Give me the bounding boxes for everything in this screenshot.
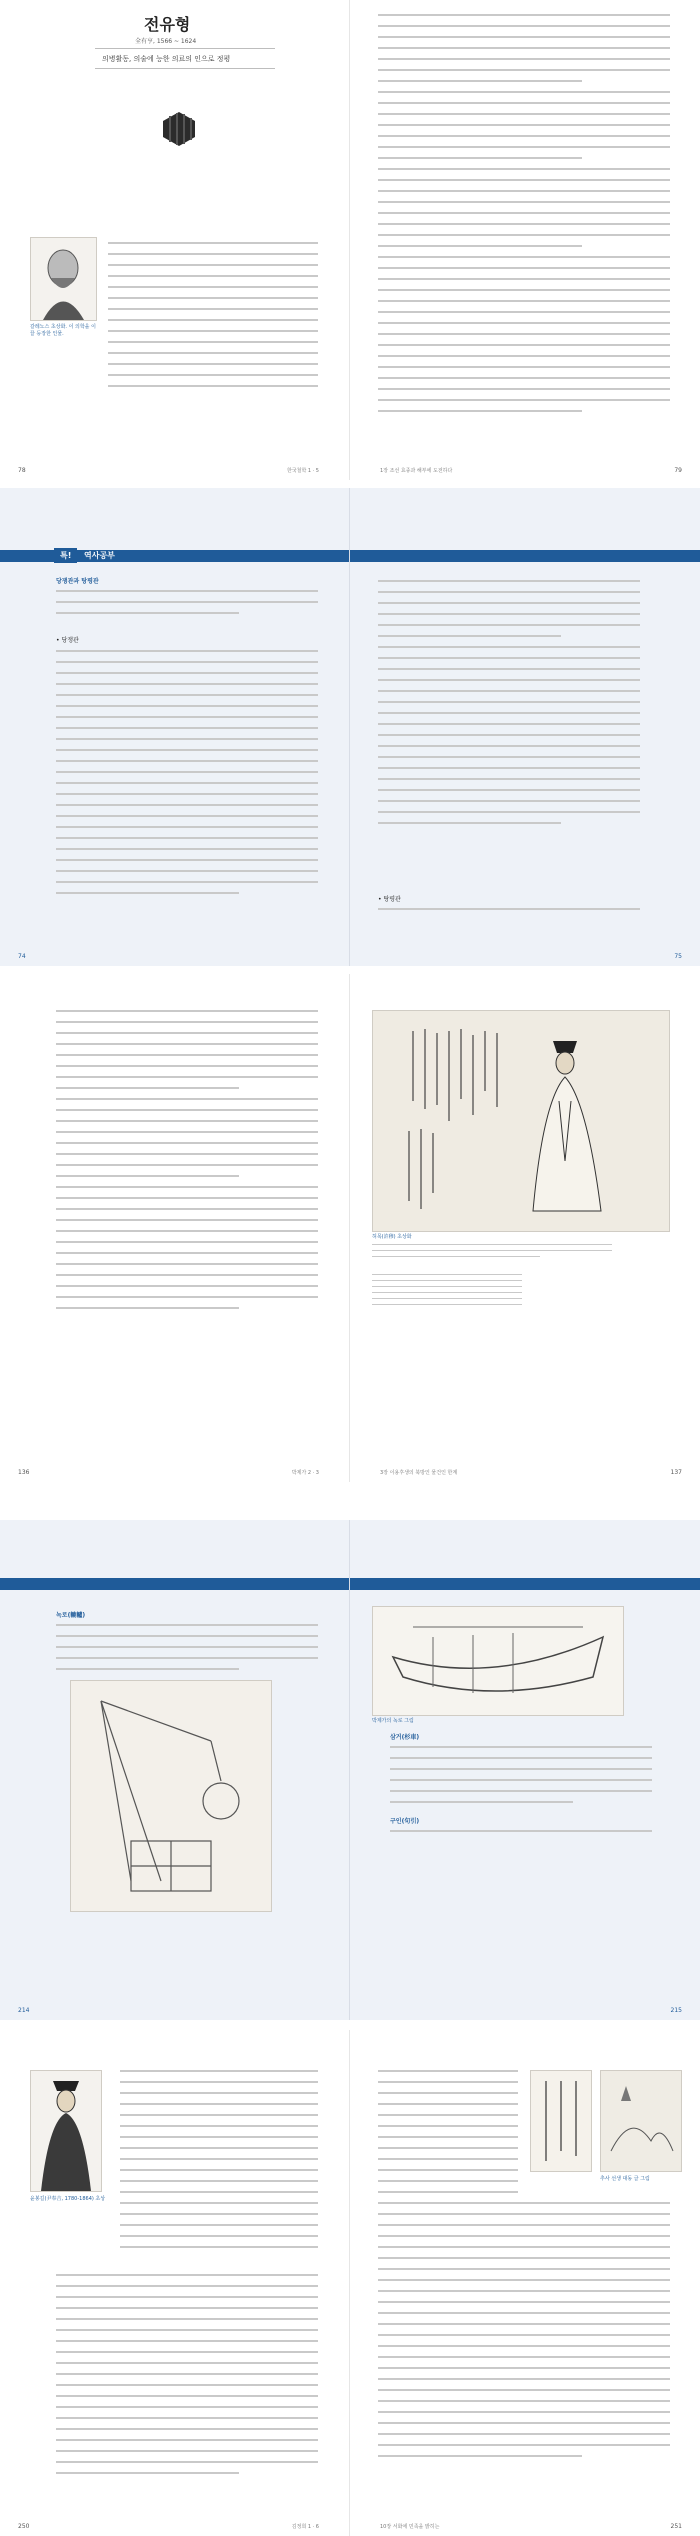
section-heading-1: 삼거(杉車)	[390, 1734, 420, 1741]
body-text-lower	[378, 2202, 670, 2466]
subtitle-divider	[95, 68, 275, 69]
page-number: 78	[18, 467, 26, 474]
running-header: 3장 이용후생의 북방인 물건인 한계	[380, 1470, 458, 1476]
person-years: 全有亨, 1566 ~ 1624	[135, 38, 197, 45]
page-number: 214	[18, 2007, 30, 2014]
intro-text	[56, 590, 318, 623]
hexagon-icon	[160, 110, 198, 148]
section-heading: 당쟁관과 탕평관	[56, 578, 99, 585]
portrait-caption: 윤봉길(尹奉吉, 1780-1864) 초상	[30, 2196, 106, 2202]
page-214	[0, 1520, 350, 2020]
boat-caption: 박제가의 녹로 그림	[372, 1718, 414, 1724]
page-number: 75	[674, 953, 682, 960]
page-number: 74	[18, 953, 26, 960]
person-subtitle: 의병활동, 의술에 능한 의료의 인으로 정평	[102, 55, 231, 63]
running-header: 10장 서화에 민족을 밝히는	[380, 2524, 440, 2530]
landscape-painting	[600, 2070, 682, 2172]
caption-text	[372, 1244, 612, 1262]
portrait-image	[30, 237, 97, 321]
body-text	[378, 2070, 518, 2213]
page-79	[350, 0, 700, 480]
painting-caption: 허목(許穆) 초상화	[372, 1234, 412, 1240]
body-text-lower	[56, 2274, 318, 2483]
page-137	[350, 974, 700, 1482]
page-78	[0, 0, 350, 480]
page-250	[0, 2030, 350, 2536]
spread-5	[0, 2030, 700, 2536]
spread-1	[0, 0, 700, 480]
page-136	[0, 974, 350, 1482]
body-text	[378, 580, 640, 833]
section-heading: 녹로(轆轤)	[56, 1612, 86, 1619]
bullet-heading-2: • 탕평관	[378, 896, 401, 903]
page-number: 251	[670, 2523, 682, 2530]
page-215	[350, 1520, 700, 2020]
portrait-caption: 갈레노스 초상화. 이 의학을 이끌 등장한 인물.	[30, 324, 96, 337]
body-text-right	[378, 14, 670, 421]
body-text-1	[390, 1746, 652, 1812]
crane-drawing	[70, 1680, 272, 1912]
spread-3	[0, 974, 700, 1482]
running-header: 1장 조선 효종과 해부에 도전하다	[380, 468, 453, 474]
section-tag: 특!	[54, 548, 77, 563]
calligraphy-image	[530, 2070, 592, 2172]
bullet-2-text	[378, 908, 640, 919]
portrait-painting	[372, 1010, 670, 1232]
spread-4	[0, 1520, 700, 2020]
body-text	[56, 1010, 318, 1318]
bullet-1-text	[56, 650, 318, 903]
body-text	[56, 1624, 318, 1679]
page-74	[0, 488, 350, 966]
page-number: 250	[18, 2523, 30, 2530]
running-header: 김정희 1 · 6	[291, 2524, 319, 2530]
person-title: 전유형	[144, 15, 191, 34]
body-text-2	[390, 1830, 652, 1841]
boat-drawing	[372, 1606, 624, 1716]
body-text-left	[108, 242, 318, 396]
image-caption: 추사 선생 대동 글 그림	[600, 2176, 650, 2182]
caption-list	[372, 1274, 522, 1310]
section-heading-2: 구인(句引)	[390, 1818, 420, 1825]
running-header: 한국철학 1 · 5	[286, 468, 319, 474]
bullet-heading-1: • 당쟁관	[56, 637, 79, 644]
page-number: 136	[18, 1469, 30, 1476]
running-header: 박제가 2 · 3	[291, 1470, 319, 1476]
page-251	[350, 2030, 700, 2536]
page-number: 215	[670, 2007, 682, 2014]
body-text	[120, 2070, 318, 2257]
page-75	[350, 488, 700, 966]
page-number: 137	[670, 1469, 682, 1476]
title-divider	[95, 48, 275, 49]
portrait-image	[30, 2070, 102, 2192]
spread-2	[0, 488, 700, 966]
section-label: 역사공부	[84, 551, 115, 560]
page-number: 79	[674, 467, 682, 474]
